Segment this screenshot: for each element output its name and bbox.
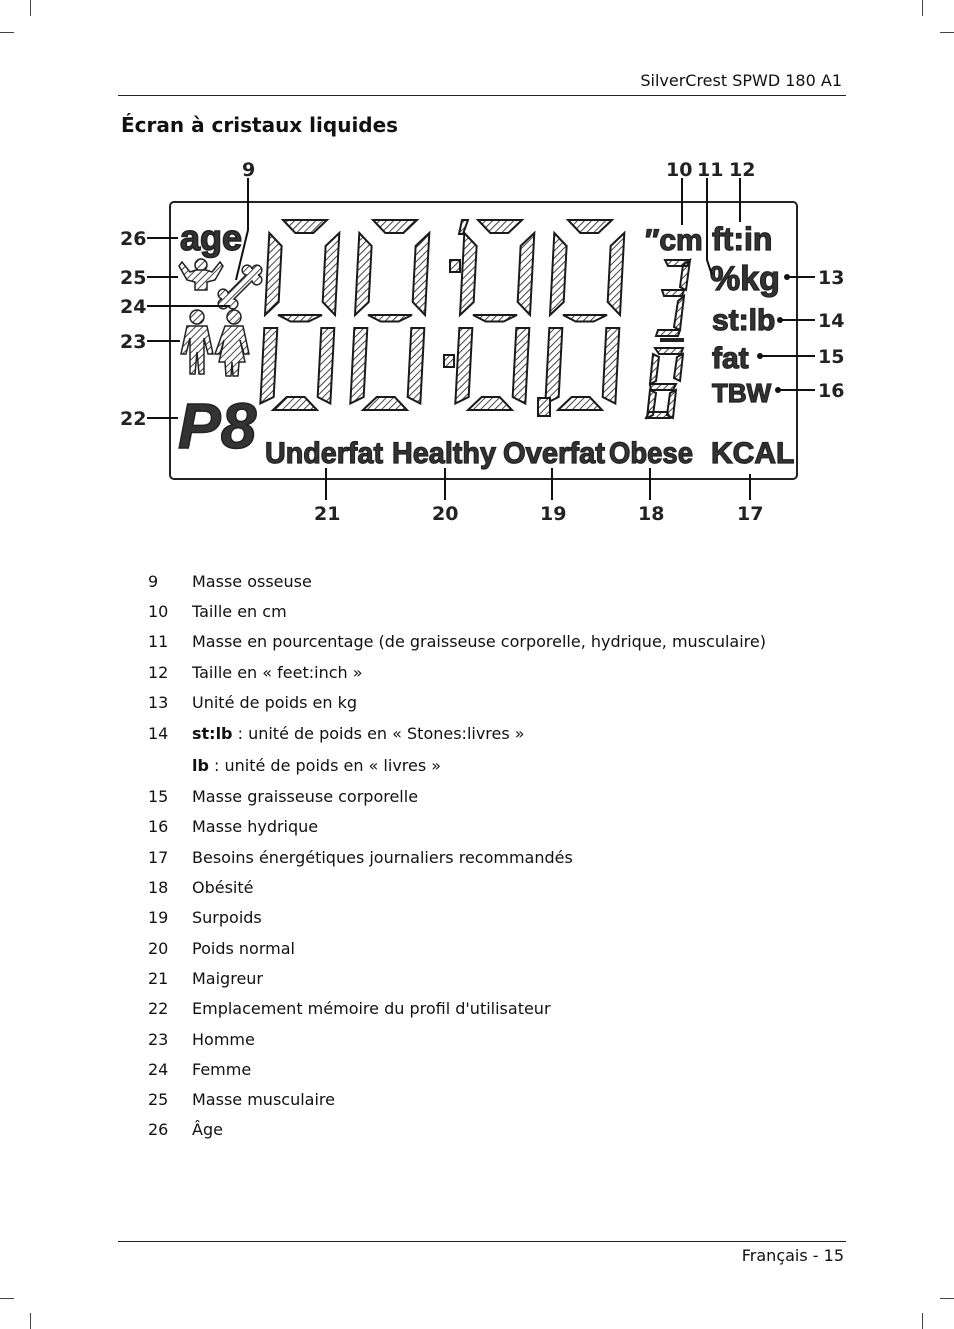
legend-item [148,627,848,657]
lcd-pctkg-label: %kg [710,260,780,298]
legend-description: Taille en « feet:inch » [192,662,363,682]
legend-item [148,687,848,717]
legend-number: 26 [148,1120,169,1140]
footer-rule [118,1241,846,1242]
callout-21: 21 [314,503,341,525]
legend-number: 17 [148,847,169,867]
lcd-stlb-label: st:lb [712,304,776,337]
legend-term: st:lb [192,723,233,743]
legend-number: 19 [148,908,169,928]
callout-19: 19 [540,503,567,525]
lcd-figure [110,150,850,530]
callout-22: 22 [120,408,147,430]
legend-description: Surpoids [192,908,262,928]
legend-item [148,812,848,842]
crop-mark [922,1313,923,1329]
legend-item [148,903,848,933]
callout-23: 23 [120,331,147,353]
legend-item [148,566,848,596]
legend-term-text: : unité de poids en « livres » [208,755,442,775]
lcd-colon-upper [450,260,460,272]
page-title: Écran à cristaux liquides [121,113,399,137]
legend-number: 10 [148,601,169,621]
crop-mark [30,0,31,16]
lcd-obese-label: Obese [609,437,693,470]
callout-13: 13 [818,267,845,289]
legend-description: Masse graisseuse corporelle [192,787,419,807]
lcd-tbw-label: TBW [712,378,772,408]
legend-number: 21 [148,968,169,988]
legend-number: 12 [148,662,169,682]
lcd-decimal-point [538,398,550,416]
legend-description: Emplacement mémoire du profil d'utilisateur [192,999,551,1019]
digit-segment [545,328,562,404]
legend-number: 18 [148,878,169,898]
legend-item [148,1115,848,1145]
lcd-underfat-label: Underfat [265,437,384,470]
legend-item [148,1054,848,1084]
callout-17: 17 [737,503,764,525]
callout-20: 20 [432,503,459,525]
crop-mark [0,1298,14,1299]
legend-item [148,994,848,1024]
legend-item [148,963,848,993]
legend-description: Masse hydrique [192,817,319,837]
digit-segment [350,328,367,404]
legend-description [192,724,525,743]
callout-25: 25 [120,267,147,289]
legend-number: 11 [148,632,169,652]
legend-description: Obésité [192,878,254,898]
callout-24: 24 [120,296,147,318]
lcd-colon-lower [444,355,454,367]
legend-number: 24 [148,1059,169,1079]
lcd-healthy-label: Healthy [392,437,497,470]
callout-18: 18 [638,503,665,525]
legend-number: 14 [148,723,169,743]
legend-description: Unité de poids en kg [192,692,358,712]
crop-mark [30,1313,31,1329]
digit-segment [455,328,472,404]
legend-description: Femme [192,1059,252,1079]
lcd-fat-label: fat [712,342,749,375]
legend-number: 15 [148,787,169,807]
callout-26: 26 [120,228,147,250]
legend-item [148,596,848,626]
callout-12: 12 [729,159,756,181]
lcd-kcal-label: KCAL [711,437,795,470]
running-header: SilverCrest SPWD 180 A1 [640,71,842,90]
digit-segment [318,328,335,404]
legend-description: Taille en cm [192,601,287,621]
legend-description [192,756,441,775]
legend-item [148,842,848,872]
legend-term-text: : unité de poids en « Stones:livres » [232,723,525,743]
legend-item [148,1024,848,1054]
crop-mark [940,32,954,33]
crop-mark [922,0,923,16]
legend-description: Masse osseuse [192,571,312,591]
crop-mark [0,32,14,33]
legend-number: 20 [148,938,169,958]
legend-item [148,933,848,963]
callout-14: 14 [818,310,845,332]
legend-number: 22 [148,999,169,1019]
legend-description: Besoins énergétiques journaliers recommandés [192,847,573,867]
crop-mark [940,1298,954,1299]
legend-number: 16 [148,817,169,837]
lcd-ftin-label: ft:in [712,221,773,257]
lcd-diagram [110,150,850,530]
callout-10: 10 [666,159,693,181]
legend-description: Masse musculaire [192,1090,335,1110]
lcd-age-label: age [180,217,243,258]
legend-item [148,657,848,687]
legend-item [148,749,848,781]
callout-11: 11 [697,159,724,181]
legend-description: Masse en pourcentage (de graisseuse corporelle, hydrique, musculaire) [192,632,766,652]
legend-number: 25 [148,1090,169,1110]
legend-item [148,717,848,749]
callout-16: 16 [818,380,845,402]
page-footer: Français - 15 [741,1246,844,1265]
legend-item [148,1084,848,1114]
digit-segment [603,328,620,404]
legend-number: 23 [148,1029,169,1049]
legend-item [148,781,848,811]
lcd-profile-label: P8 [178,390,257,462]
lcd-overfat-label: Overfat [503,437,606,470]
legend-description: Âge [192,1120,223,1140]
callout-9: 9 [242,159,256,181]
digit-segment [260,328,277,404]
legend-description: Poids normal [192,938,295,958]
header-rule [118,95,846,96]
legend-number: 13 [148,692,169,712]
legend-term: lb [192,755,209,775]
legend-description: Maigreur [192,968,263,988]
legend-description: Homme [192,1029,255,1049]
legend-item [148,872,848,902]
digit-segment [513,328,530,404]
legend-list [148,566,848,1145]
callout-15: 15 [818,346,845,368]
legend-number: 9 [148,571,159,591]
digit-segment [408,328,425,404]
lcd-cm-label: ″cm [645,224,703,257]
